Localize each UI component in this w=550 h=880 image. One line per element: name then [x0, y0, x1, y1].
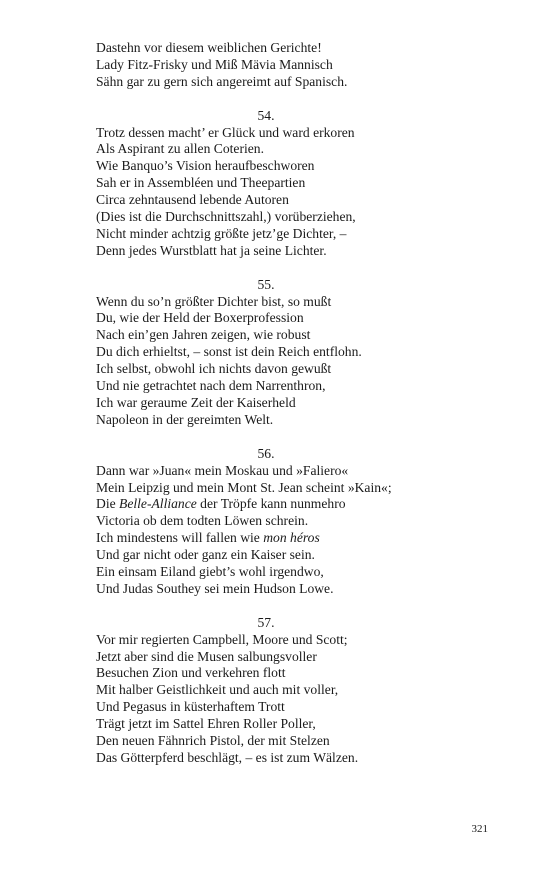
- verse-line: Und gar nicht oder ganz ein Kaiser sein.: [96, 547, 315, 563]
- verse-line: Trägt jetzt im Sattel Ehren Roller Poller,: [96, 716, 316, 732]
- verse-line: Und Pegasus in küsterhaftem Trott: [96, 699, 285, 715]
- verse-line: Victoria ob dem todten Löwen schrein.: [96, 513, 309, 529]
- verse-line: Napoleon in der gereimten Welt.: [96, 411, 274, 427]
- verse-line: Circa zehntausend lebende Autoren: [96, 192, 289, 208]
- verse-line: Ich selbst, obwohl ich nichts davon gewußt: [96, 361, 332, 377]
- verse-line: Sah er in Assembléen und Theepartien: [96, 175, 306, 191]
- verse-line: Lady Fitz-Frisky und Miß Mävia Mannisch: [96, 56, 333, 72]
- verse-line: Jetzt aber sind die Musen salbungsvoller: [96, 648, 317, 664]
- verse-line: Ein einsam Eiland giebt’s wohl irgendwo,: [96, 564, 324, 580]
- poem-text: [96, 40, 496, 767]
- stanza-number: 54.: [257, 107, 275, 123]
- italic-phrase: Belle-Alliance: [119, 496, 197, 512]
- verse-line: Den neuen Fähnrich Pistol, der mit Stelzen: [96, 733, 330, 749]
- verse-line: [96, 530, 496, 547]
- verse-line: Trotz dessen macht’ er Glück und ward erkoren: [96, 124, 355, 140]
- verse-line: Besuchen Zion und verkehren flott: [96, 665, 286, 681]
- verse-line: Sähn gar zu gern sich angereimt auf Spanisch.: [96, 73, 348, 89]
- verse-line: Wenn du so’n größter Dichter bist, so mußt: [96, 293, 332, 309]
- verse-line: Denn jedes Wurstblatt hat ja seine Lichter.: [96, 242, 327, 258]
- verse-line: Du, wie der Held der Boxerprofession: [96, 310, 304, 326]
- verse-line: Dann war »Juan« mein Moskau und »Faliero«: [96, 462, 349, 478]
- page-number: 321: [471, 823, 488, 835]
- verse-line: Und Judas Southey sei mein Hudson Lowe.: [96, 580, 334, 596]
- verse-line: Und nie getrachtet nach dem Narrenthron,: [96, 378, 326, 394]
- verse-text: der Tröpfe kann nunmehro: [196, 496, 346, 512]
- verse-line: Das Götterpferd beschlägt, – es ist zum Wälzen.: [96, 750, 359, 765]
- verse-line: Nicht minder achtzig größte jetz’ge Dichter, –: [96, 225, 347, 241]
- verse-line: Mein Leipzig und mein Mont St. Jean scheint »Kain«;: [96, 479, 392, 495]
- stanza-number: 55.: [257, 276, 275, 292]
- verse-line: Wie Banquo’s Vision heraufbeschworen: [96, 158, 315, 174]
- verse-line: Du dich erhieltst, – sonst ist dein Reich entflohn.: [96, 344, 362, 360]
- verse-line: [96, 496, 496, 513]
- verse-line: Ich war geraume Zeit der Kaiserheld: [96, 395, 296, 410]
- verse-line: Mit halber Geistlichkeit und auch mit voller,: [96, 682, 339, 698]
- verse-text: Die: [96, 496, 120, 512]
- verse-line: Als Aspirant zu allen Coterien.: [96, 141, 264, 157]
- verse-text: Ich mindestens will fallen wie: [96, 530, 264, 546]
- stanza-number: 56.: [257, 445, 275, 461]
- italic-phrase: mon héros: [263, 530, 320, 546]
- verse-line: (Dies ist die Durchschnittszahl,) vorüberziehen,: [96, 209, 356, 225]
- verse-line: Nach ein’gen Jahren zeigen, wie robust: [96, 327, 311, 343]
- stanza-number: 57.: [257, 614, 275, 630]
- verse-line: Vor mir regierten Campbell, Moore und Scott;: [96, 631, 348, 647]
- verse-line: Dastehn vor diesem weiblichen Gerichte!: [96, 40, 322, 55]
